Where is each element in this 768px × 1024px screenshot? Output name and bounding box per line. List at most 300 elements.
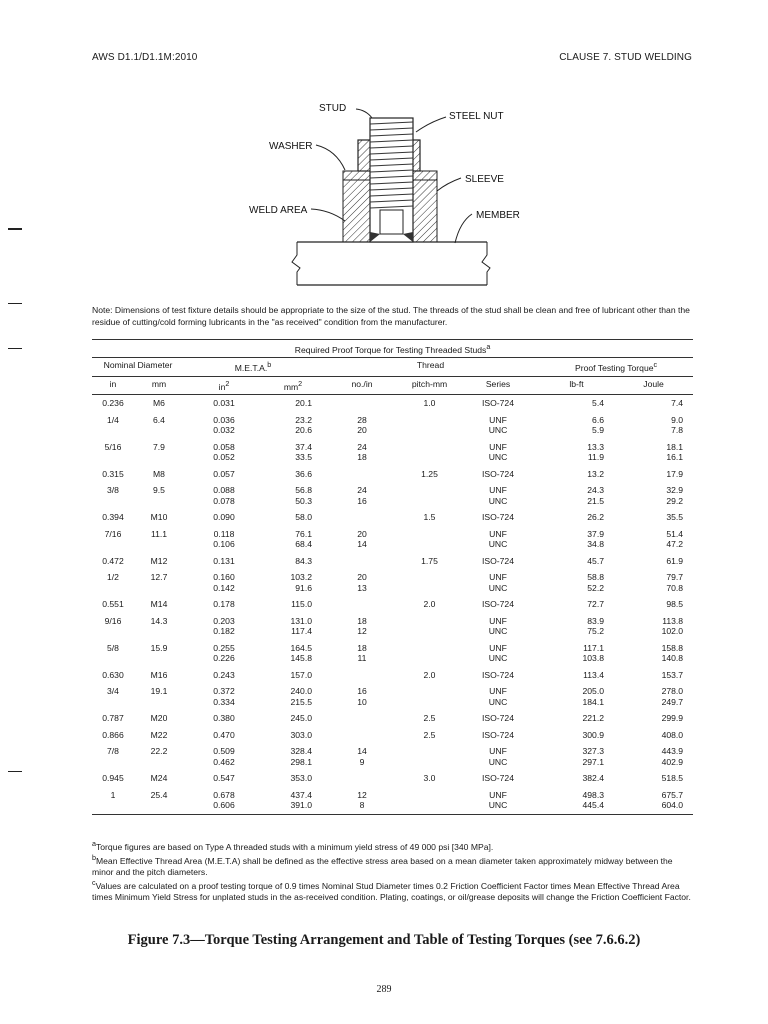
cell-in-inch: 9/16 [104,615,122,626]
cell-torque-lbft-value: 5.4 [592,398,604,409]
cell-area-mm2-value: 353.0 [290,773,312,784]
cell-series [457,727,539,744]
cell-torque-joule-value: 249.7 [661,696,684,707]
cell-area-in2-value: 0.203 [213,615,235,626]
cell-area-mm2 [264,439,322,466]
steel-nut-label: STEEL NUT [449,111,504,122]
stud-label: STUD [319,103,347,114]
cell-torque-joule-value: 32.9 [666,485,684,496]
cell-torque-joule [614,553,693,570]
cell-in-inch: 0.551 [102,599,124,610]
footnotes [92,839,694,903]
cell-torque-joule [614,466,693,483]
cell-series-value: UNF [489,615,507,626]
cell-torque-joule [614,596,693,613]
margin-mark [8,771,22,772]
unit-noin: no./in [322,376,402,394]
cell-torque-lbft [539,787,614,815]
cell-pitch-mm: 2.5 [423,729,436,740]
cell-area-mm2-value: 131.0 [290,615,312,626]
cell-threads-per-inch [322,509,402,526]
cell-area-in2 [184,727,264,744]
cell-threads-per-inch-value: 11 [357,653,367,664]
cell-torque-joule [614,640,693,667]
cell-in-inch: 7/16 [104,528,122,539]
cell-torque-lbft-value: 117.1 [583,642,604,653]
cell-series-value: ISO-724 [481,555,514,566]
cell-torque-lbft-value: 13.3 [587,441,604,452]
cell-threads-per-inch-value: 16 [357,686,367,697]
margin-mark [8,303,22,304]
cell-torque-joule [614,395,693,412]
cell-area-mm2-value: 298.1 [290,756,312,767]
table-row [92,553,693,570]
cell-area-in2 [184,569,264,596]
cell-series [457,710,539,727]
table-title: Required Proof Torque for Testing Threaded Studs$^a$ [92,340,693,358]
cell-threads-per-inch-value: 10 [357,696,367,707]
cell-in-inch: 5/8 [107,642,119,653]
cell-torque-lbft [539,509,614,526]
cell-area-in2-value: 0.334 [213,696,235,707]
cell-in-inch: 0.787 [102,713,124,724]
cell-area-mm2-value: 20.6 [295,425,312,436]
cell-torque-lbft-value: 26.2 [587,512,604,523]
weld-area-label: WELD AREA [249,205,308,216]
cell-torque-lbft [539,466,614,483]
cell-series-value: UNF [489,746,507,757]
meta-header: M.E.T.A.$^b$ [184,358,322,376]
table-row [92,710,693,727]
cell-area-in2-value: 0.380 [213,713,235,724]
page-number: 289 [376,984,392,995]
cell-series [457,482,539,509]
cell-area-in2 [184,743,264,770]
sleeve-label: SLEEVE [465,174,504,185]
cell-series-value: UNF [489,441,507,452]
cell-area-in2 [184,667,264,684]
table-row [92,613,693,640]
cell-pitch-mm: 1.5 [423,512,436,523]
cell-in-inch: 0.236 [102,398,124,409]
cell-threads-per-inch-value: 14 [357,746,367,757]
cell-area-in2-value: 0.057 [213,468,235,479]
cell-series [457,466,539,483]
cell-threads-per-inch-value: 18 [357,615,367,626]
fixture-note: Note: Dimensions of test fixture details should be appropriate to the size of the stud. The threads of the stud shall be clean and free of lubricant other than the residue of cutting/cold forming lubricants in the "as received" condition from the manufacturer. [92,305,690,327]
cell-in-mm: 14.3 [150,615,168,626]
cell-in-mm: M8 [153,468,165,479]
cell-area-in2 [184,710,264,727]
cell-area-in2-value: 0.118 [213,528,235,539]
cell-torque-lbft-value: 34.8 [587,539,604,550]
cell-area-mm2-value: 56.8 [295,485,312,496]
cell-area-mm2-value: 117.4 [291,626,312,637]
cell-torque-joule [614,482,693,509]
cell-area-in2 [184,439,264,466]
cell-threads-per-inch-value: 18 [357,642,367,653]
cell-torque-joule-value: 402.9 [661,756,684,767]
cell-area-mm2 [264,613,322,640]
cell-area-in2-value: 0.090 [213,512,235,523]
cell-series [457,683,539,710]
cell-series-value: UNC [488,582,508,593]
cell-pitch-mm: 3.0 [423,773,436,784]
cell-torque-lbft [539,727,614,744]
cell-area-in2-value: 0.142 [213,582,235,593]
unit-in: in [92,376,134,394]
cell-in-mm: M6 [153,398,165,409]
cell-series [457,395,539,412]
cell-area-mm2-value: 145.8 [290,653,312,664]
cell-pitch-mm: 2.0 [423,599,436,610]
cell-area-mm2-value: 23.2 [295,414,312,425]
table-row [92,509,693,526]
cell-in-inch: 0.945 [102,773,124,784]
cell-area-mm2-value: 50.3 [295,495,312,506]
cell-pitch-mm [402,526,457,553]
cell-area-mm2-value: 58.0 [295,512,312,523]
cell-threads-per-inch [322,613,402,640]
cell-in-mm: 7.9 [153,441,165,452]
cell-area-mm2 [264,640,322,667]
cell-area-mm2 [264,526,322,553]
cell-pitch-mm [402,569,457,596]
cell-threads-per-inch-value: 14 [357,539,367,550]
cell-torque-joule-value: 153.7 [661,669,684,680]
cell-in-inch: 0.315 [102,468,124,479]
cell-series [457,596,539,613]
cell-torque-joule [614,412,693,439]
cell-torque-joule [614,727,693,744]
cell-torque-joule-value: 113.8 [662,615,684,626]
cell-torque-joule [614,667,693,684]
cell-area-mm2-value: 240.0 [290,686,312,697]
member-plate [297,242,487,285]
cell-area-mm2-value: 157.0 [290,669,312,680]
cell-series-value: ISO-724 [481,599,514,610]
cell-torque-joule-value: 443.9 [661,746,684,757]
table-row [92,770,693,787]
cell-in-inch: 1/4 [107,414,119,425]
cell-area-mm2 [264,743,322,770]
cell-torque-joule [614,743,693,770]
cell-torque-lbft [539,640,614,667]
cell-area-mm2-value: 36.6 [295,468,312,479]
cell-area-in2-value: 0.509 [213,746,235,757]
cell-pitch-mm: 1.0 [423,398,436,409]
cell-series-value: UNF [489,686,507,697]
cell-series-value: UNC [488,539,508,550]
break-line-right [482,242,490,285]
cell-series [457,412,539,439]
cell-area-mm2 [264,667,322,684]
table-row [92,466,693,483]
cell-threads-per-inch-value: 12 [357,626,367,637]
cell-area-in2 [184,770,264,787]
cell-torque-joule-value: 278.0 [661,686,684,697]
cell-area-in2-value: 0.178 [213,599,235,610]
cell-torque-joule-value: 102.0 [661,626,684,637]
cell-area-in2 [184,466,264,483]
cell-in-mm: 12.7 [150,572,168,583]
cell-area-in2-value: 0.088 [213,485,235,496]
table-row [92,482,693,509]
cell-pitch-mm [402,640,457,667]
cell-series-value: UNC [488,452,508,463]
cell-series [457,743,539,770]
cell-area-mm2-value: 164.5 [290,642,312,653]
table-row [92,640,693,667]
cell-torque-joule-value: 299.9 [661,713,684,724]
cell-torque-joule [614,613,693,640]
cell-series [457,509,539,526]
cell-torque-lbft [539,569,614,596]
cell-torque-joule-value: 70.8 [666,582,684,593]
cell-torque-joule-value: 29.2 [666,495,684,506]
cell-series [457,770,539,787]
page-header-right: CLAUSE 7. STUD WELDING [559,52,692,63]
cell-series-value: ISO-724 [481,468,514,479]
cell-threads-per-inch [322,710,402,727]
cell-torque-lbft-value: 221.2 [582,713,604,724]
cell-torque-joule-value: 51.4 [666,528,684,539]
cell-threads-per-inch [322,439,402,466]
proof-torque-header: Proof Testing Torque$^c$ [539,358,693,376]
cell-torque-joule-value: 408.0 [661,729,684,740]
cell-torque-lbft-value: 297.1 [582,756,604,767]
cell-area-in2 [184,553,264,570]
cell-torque-lbft-value: 11.9 [587,452,604,463]
cell-torque-lbft-value: 5.9 [592,425,604,436]
cell-torque-joule-value: 61.9 [666,555,684,566]
cell-in-mm: M12 [150,555,168,566]
cell-series-value: ISO-724 [481,773,514,784]
cell-series [457,526,539,553]
member-label: MEMBER [476,210,520,221]
cell-torque-joule [614,439,693,466]
cell-in-mm: 19.1 [150,686,168,697]
cell-torque-lbft [539,553,614,570]
unit-in2: $in^2$ [184,376,264,394]
table-row [92,683,693,710]
cell-in-inch: 0.866 [102,729,124,740]
cell-series-value: ISO-724 [481,713,514,724]
cell-pitch-mm: 1.25 [421,468,438,479]
cell-area-in2-value: 0.470 [213,729,235,740]
cell-area-mm2 [264,787,322,815]
cell-torque-joule-value: 16.1 [666,452,684,463]
cell-torque-joule-value: 675.7 [661,789,684,800]
cell-area-mm2 [264,569,322,596]
cell-area-in2-value: 0.182 [213,626,235,637]
unit-mm: mm [134,376,184,394]
cell-threads-per-inch [322,482,402,509]
cell-torque-lbft-value: 205.0 [582,686,604,697]
cell-torque-lbft-value: 113.4 [583,669,604,680]
figure-caption: Figure 7.3—Torque Testing Arrangement and Table of Testing Torques (see 7.6.6.2) [127,932,641,948]
cell-in-mm: 22.2 [150,746,168,757]
cell-torque-joule-value: 18.1 [666,441,684,452]
cell-pitch-mm: 2.0 [423,669,436,680]
cell-area-in2-value: 0.058 [213,441,235,452]
cell-in-mm: 15.9 [150,642,168,653]
cell-threads-per-inch-value: 28 [357,414,367,425]
cell-threads-per-inch-value: 8 [359,800,365,811]
cell-series-value: ISO-724 [481,398,514,409]
cell-torque-lbft-value: 37.9 [587,528,604,539]
cell-torque-lbft-value: 24.3 [587,485,604,496]
cell-series-value: UNC [488,495,508,506]
cell-area-mm2-value: 103.2 [290,572,312,583]
cell-torque-joule [614,683,693,710]
cell-threads-per-inch-value: 20 [357,425,367,436]
cell-area-in2-value: 0.226 [213,653,235,664]
cell-threads-per-inch [322,553,402,570]
cell-area-in2-value: 0.255 [213,642,235,653]
cell-torque-lbft [539,596,614,613]
unit-joule: Joule [614,376,693,394]
cell-threads-per-inch-value: 20 [357,572,367,583]
cell-area-mm2 [264,412,322,439]
cell-torque-joule-value: 140.8 [661,653,684,664]
cell-torque-joule-value: 7.4 [671,398,684,409]
cell-area-in2-value: 0.036 [213,414,235,425]
cell-threads-per-inch-value: 16 [357,495,367,506]
cell-area-mm2-value: 391.0 [290,800,312,811]
cell-in-inch: 3/8 [107,485,119,496]
cell-area-in2 [184,509,264,526]
sleeve-left [343,180,370,242]
cell-area-mm2 [264,683,322,710]
cell-torque-lbft-value: 6.6 [592,414,604,425]
cell-torque-joule-value: 604.0 [661,800,684,811]
cell-area-mm2 [264,596,322,613]
cell-area-in2 [184,482,264,509]
cell-area-mm2-value: 437.4 [290,789,312,800]
cell-area-mm2-value: 328.4 [290,746,312,757]
cell-series-value: UNC [488,626,508,637]
cell-torque-lbft [539,482,614,509]
cell-area-in2 [184,683,264,710]
table-row [92,667,693,684]
cell-torque-lbft-value: 327.3 [582,746,604,757]
cell-area-mm2-value: 20.1 [295,398,312,409]
cell-torque-joule [614,526,693,553]
footnote-c: $^c$Values are calculated on a proof testing torque of 0.9 times Nominal Stud Diameter times 0.2 Friction Coefficient Factor times Mean Effective Thread Area times Minimum Yield Stress for unplated studs in the as-received condition. Plating, coatings, or oil/grease deposits will change the Friction Coefficient Factor. [92,878,691,902]
cell-torque-lbft [539,412,614,439]
cell-area-in2-value: 0.547 [213,773,235,784]
cell-area-mm2 [264,553,322,570]
cell-area-mm2-value: 33.5 [295,452,312,463]
cell-series [457,613,539,640]
cell-threads-per-inch-value: 24 [357,441,367,452]
cell-area-in2 [184,526,264,553]
cell-area-in2-value: 0.031 [213,398,235,409]
cell-threads-per-inch [322,743,402,770]
nominal-diameter-header: Nominal Diameter [92,358,184,376]
cell-threads-per-inch [322,466,402,483]
cell-in-inch: 5/16 [104,441,122,452]
cell-series-value: UNC [488,756,508,767]
cell-torque-joule [614,770,693,787]
cell-torque-lbft [539,683,614,710]
table-row [92,569,693,596]
cell-torque-lbft-value: 75.2 [587,626,604,637]
cell-area-in2-value: 0.678 [213,789,235,800]
cell-area-mm2-value: 37.4 [295,441,312,452]
cell-torque-joule-value: 17.9 [666,468,684,479]
cell-torque-joule-value: 158.8 [661,642,684,653]
cell-area-in2-value: 0.462 [213,756,235,767]
table-row [92,727,693,744]
cell-in-mm: M20 [150,713,168,724]
cell-threads-per-inch [322,727,402,744]
cell-area-in2 [184,787,264,815]
cell-series-value: UNC [488,425,508,436]
cell-area-mm2-value: 245.0 [290,713,312,724]
margin-mark [8,348,22,349]
cell-torque-lbft-value: 300.9 [582,729,604,740]
cell-series-value: ISO-724 [481,729,514,740]
cell-pitch-mm: 2.5 [423,713,436,724]
stud-shank [380,210,403,234]
cell-torque-joule [614,710,693,727]
cell-series-value: UNF [489,414,507,425]
cell-threads-per-inch [322,667,402,684]
cell-series-value: ISO-724 [481,512,514,523]
table-row [92,596,693,613]
cell-area-mm2-value: 115.0 [291,599,312,610]
cell-area-in2-value: 0.078 [213,495,235,506]
cell-series-value: UNC [488,800,508,811]
cell-area-mm2-value: 91.6 [295,582,312,593]
cell-area-mm2-value: 76.1 [295,528,312,539]
cell-area-in2-value: 0.106 [213,539,235,550]
cell-torque-joule-value: 9.0 [671,414,684,425]
unit-pitch: pitch-mm [402,376,457,394]
cell-torque-lbft-value: 445.4 [582,800,604,811]
cell-pitch-mm [402,613,457,640]
cell-in-mm: M16 [150,669,168,680]
cell-area-in2 [184,412,264,439]
cell-torque-lbft [539,743,614,770]
cell-series-value: UNF [489,485,507,496]
cell-area-mm2-value: 68.4 [295,539,312,550]
cell-torque-joule [614,509,693,526]
cell-torque-lbft [539,770,614,787]
table-row [92,787,693,815]
cell-torque-lbft [539,710,614,727]
cell-area-in2 [184,596,264,613]
cell-in-inch: 0.472 [102,555,124,566]
cell-area-mm2 [264,727,322,744]
table-row [92,743,693,770]
cell-area-mm2-value: 303.0 [290,729,312,740]
cell-torque-lbft-value: 52.2 [587,582,604,593]
cell-threads-per-inch-value: 18 [357,452,367,463]
cell-area-mm2 [264,710,322,727]
cell-torque-lbft [539,613,614,640]
cell-threads-per-inch [322,596,402,613]
cell-series [457,553,539,570]
cell-area-mm2 [264,466,322,483]
cell-torque-lbft [539,526,614,553]
table-row [92,526,693,553]
cell-threads-per-inch [322,770,402,787]
cell-series [457,569,539,596]
break-line-left [292,242,300,285]
